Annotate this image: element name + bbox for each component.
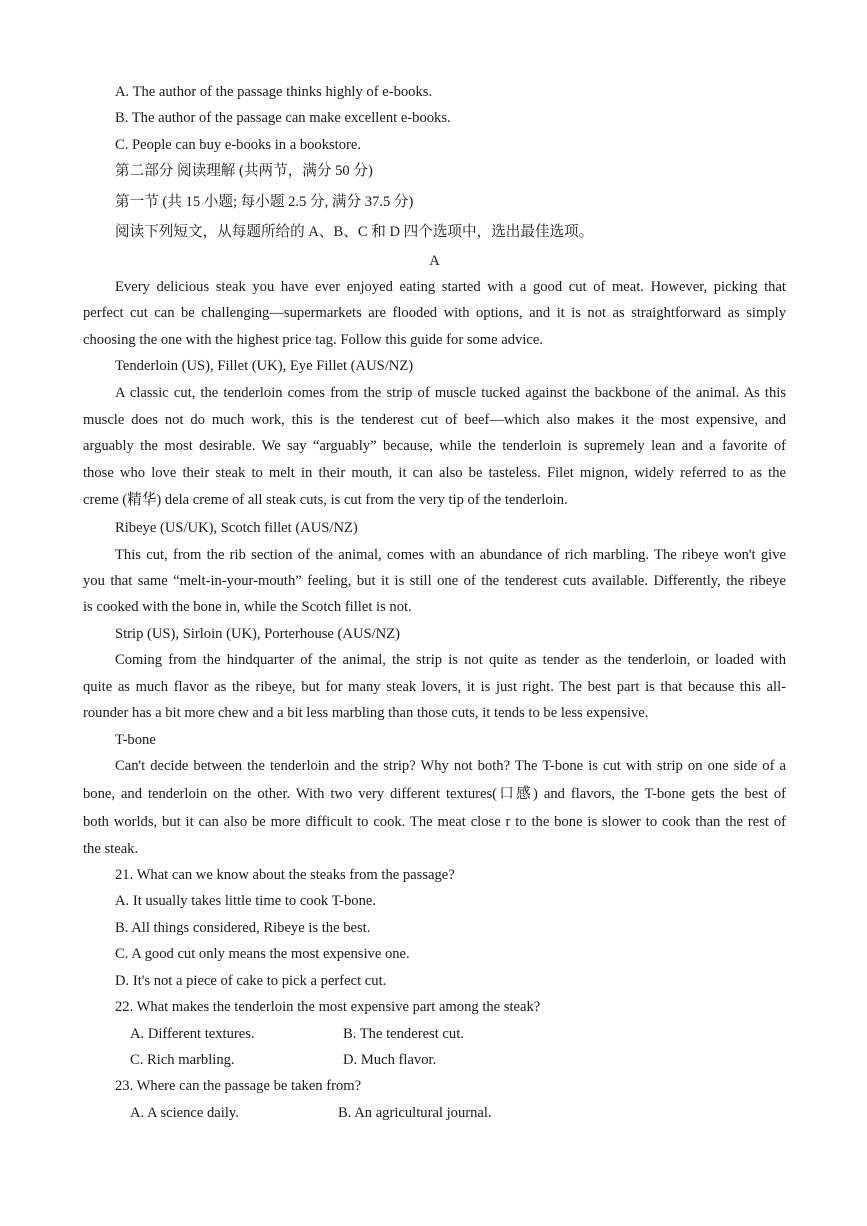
question-option: D. Much flavor.	[343, 1052, 437, 1068]
paragraph-line: This cut, from the rib section of the animal, comes with an abundance of rich marbling. The ribeye won't give	[115, 547, 786, 563]
paragraph-line: the steak.	[83, 841, 139, 857]
question-option: B. All things considered, Ribeye is the best.	[115, 920, 371, 936]
paragraph-line: is cooked with the bone in, while the Scotch fillet is not.	[83, 599, 412, 615]
question-option-row	[130, 1025, 833, 1043]
question-21: 21. What can we know about the steaks from the passage?	[115, 867, 455, 883]
paragraph-line: muscle does not do much work, this is the tenderest cut of beef—which also makes it the most expensive, and	[83, 412, 786, 428]
question-option: A. It usually takes little time to cook T-bone.	[115, 893, 377, 909]
paragraph-line: Coming from the hindquarter of the animal, the strip is not quite as tender as the tenderloin, or loaded with	[115, 652, 786, 668]
question-option: C. Rich marbling.	[130, 1052, 235, 1068]
paragraph-line: Can't decide between the tenderloin and the strip? Why not both? The T-bone is cut with strip on one side of a	[115, 758, 786, 774]
cut-title: Ribeye (US/UK), Scotch fillet (AUS/NZ)	[115, 520, 358, 536]
paragraph-line: both worlds, but it can also be more difficult to cook. The meat close r to the bone is slower to cook than the rest of	[83, 814, 786, 830]
question-option: D. It's not a piece of cake to pick a perfect cut.	[115, 973, 387, 989]
paragraph-line: Every delicious steak you have ever enjoyed eating started with a good cut of meat. However, picking that	[115, 279, 786, 295]
option-c: C. People can buy e-books in a bookstore.	[115, 137, 362, 153]
question-option: B. An agricultural journal.	[338, 1105, 492, 1121]
cut-title: Tenderloin (US), Fillet (UK), Eye Fillet (AUS/NZ)	[115, 358, 414, 374]
paragraph-line: rounder has a bit more chew and a bit less marbling than those cuts, it tends to be less expensive.	[83, 705, 649, 721]
paragraph-line: A classic cut, the tenderloin comes from the strip of muscle tucked against the backbone of the animal. As this	[115, 385, 786, 401]
passage-label: A	[429, 253, 440, 269]
question-option-row	[130, 1051, 833, 1069]
cut-title: T-bone	[115, 732, 156, 748]
question-option: B. The tenderest cut.	[343, 1026, 464, 1042]
paragraph-line: you that same “melt-in-your-mouth” feeling, but it is still one of the tenderest cuts available. Differently, the ribeye	[83, 573, 786, 589]
paragraph-line: quite as much flavor as the ribeye, but for many steak lovers, it is just right. The best part is that because this all-	[83, 679, 786, 695]
option-b: B. The author of the passage can make excellent e-books.	[115, 110, 451, 126]
paragraph-line: choosing the one with the highest price tag. Follow this guide for some advice.	[83, 332, 544, 348]
paragraph-line: arguably the most desirable. We say “arguably” because, while the tenderloin is supremely lean and a favorite of	[83, 438, 786, 454]
paragraph-line: those who love their steak to melt in their mouth, it can also be tasteless. Filet mignon, widely referred to as the	[83, 465, 786, 481]
section-one-heading: 第一节 (共 15 小题; 每小题 2.5 分, 满分 37.5 分)	[115, 194, 414, 210]
question-option: A. Different textures.	[130, 1026, 255, 1042]
option-a: A. The author of the passage thinks highly of e-books.	[115, 84, 433, 100]
question-23: 23. Where can the passage be taken from?	[115, 1078, 362, 1094]
question-22: 22. What makes the tenderloin the most expensive part among the steak?	[115, 999, 541, 1015]
part-two-heading: 第二部分 阅读理解 (共两节，满分 50 分)	[115, 163, 373, 179]
question-option-row	[130, 1104, 833, 1122]
question-option: A. A science daily.	[130, 1105, 239, 1121]
paragraph-line: creme (精华) dela creme of all steak cuts, is cut from the very tip of the tenderloin.	[83, 492, 568, 508]
question-option: C. A good cut only means the most expensive one.	[115, 946, 410, 962]
instruction: 阅读下列短文，从每题所给的 A、B、C 和 D 四个选项中，选出最佳选项。	[115, 224, 594, 240]
paragraph-line: perfect cut can be challenging—supermarkets are flooded with options, and it is not as straightforward as simply	[83, 305, 786, 321]
cut-title: Strip (US), Sirloin (UK), Porterhouse (AUS/NZ)	[115, 626, 400, 642]
paragraph-line: bone, and tenderloin on the other. With two very different textures(口感) and flavors, the T-bone gets the best of	[83, 786, 786, 802]
